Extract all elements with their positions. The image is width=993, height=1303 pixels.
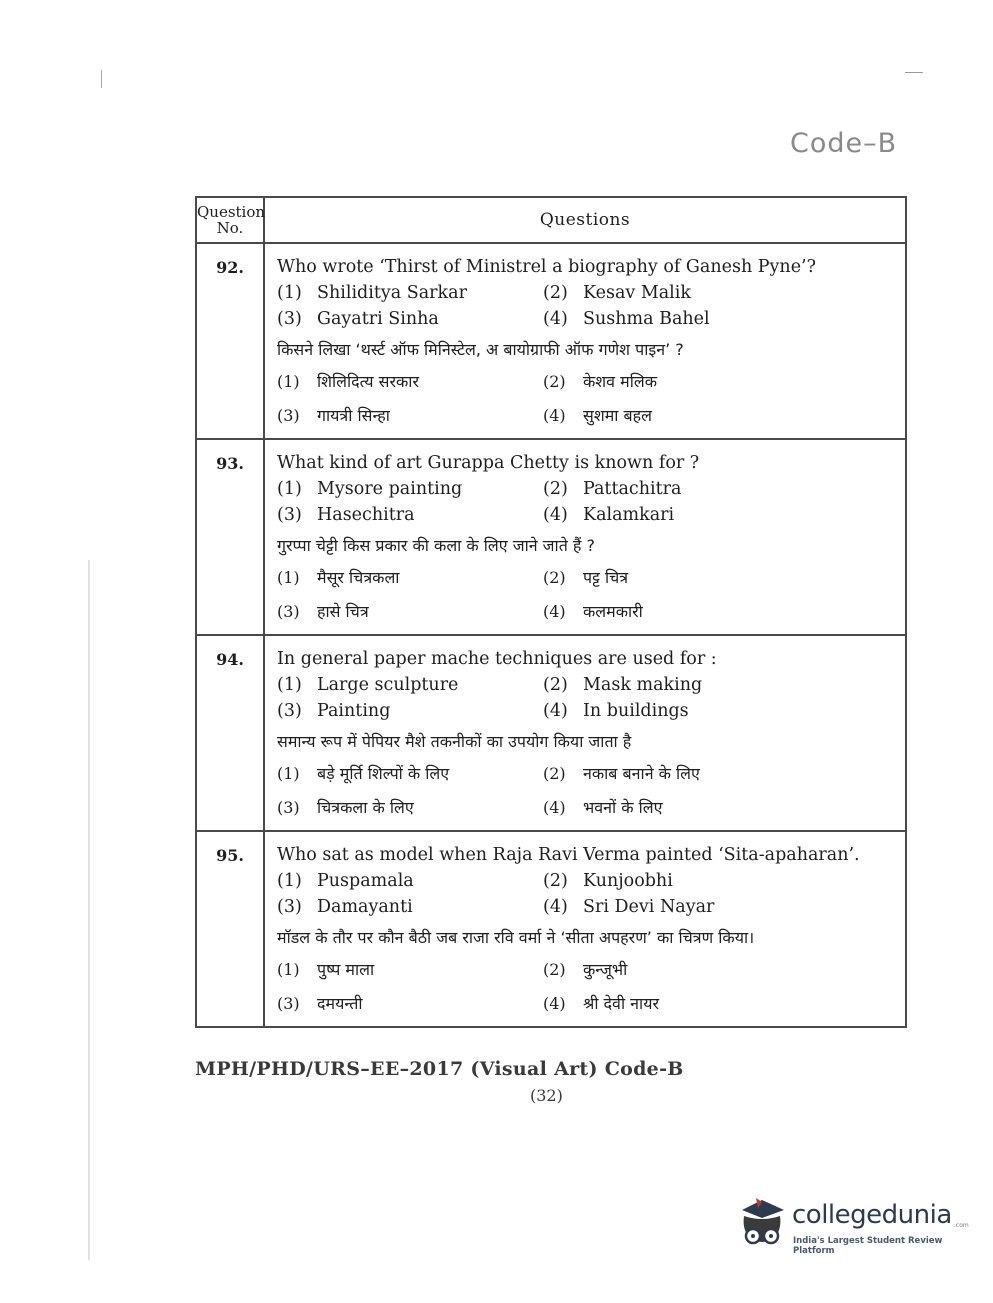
option-hindi	[277, 368, 543, 396]
question-text-english: Who wrote ‘Thirst of Ministrel a biography of Ganesh Pyne’?	[277, 257, 817, 277]
option-hindi	[543, 402, 893, 430]
option-number: (4)	[543, 897, 568, 917]
option-text: चित्रकला के लिए	[317, 798, 414, 817]
brand-tagline: India's Largest Student Review Platform	[793, 1236, 943, 1256]
option-text: Mask making	[583, 675, 703, 695]
question-content	[264, 243, 906, 439]
option-number: (1)	[277, 960, 300, 979]
option-text: Kalamkari	[583, 505, 675, 525]
option-hindi	[543, 956, 893, 984]
options-hindi	[277, 760, 893, 822]
question-number: 94.	[196, 635, 264, 831]
option-number: (4)	[543, 505, 568, 525]
option-number: (4)	[543, 798, 566, 817]
option-text: Mysore painting	[317, 479, 463, 499]
option-number: (2)	[543, 479, 568, 499]
option-hindi	[277, 794, 543, 822]
option-number: (3)	[277, 798, 300, 817]
brand-domain-suffix: .com	[954, 1222, 969, 1229]
question-number-header	[196, 197, 264, 243]
option-text: दमयन्ती	[317, 994, 363, 1013]
option-hindi	[277, 760, 543, 788]
question-table	[195, 196, 907, 1028]
option-number: (4)	[543, 406, 566, 425]
option-number: (1)	[277, 871, 302, 891]
question-row	[196, 439, 906, 635]
question-content	[264, 831, 906, 1027]
option-english	[543, 306, 893, 332]
option-text: कलमकारी	[583, 602, 643, 621]
option-number: (2)	[543, 871, 568, 891]
option-number: (3)	[277, 602, 300, 621]
option-number: (4)	[543, 994, 566, 1013]
option-number: (3)	[277, 701, 302, 721]
option-number: (2)	[543, 372, 566, 391]
option-number: (2)	[543, 568, 566, 587]
options-english	[277, 280, 893, 332]
option-text: Painting	[317, 701, 391, 721]
question-text-english: Who sat as model when Raja Ravi Verma painted ‘Sita-apaharan’.	[277, 845, 860, 865]
question-text-english: In general paper mache techniques are used for :	[277, 649, 717, 669]
option-english	[543, 476, 893, 502]
option-text: Damayanti	[317, 897, 413, 917]
option-text: Puspamala	[317, 871, 414, 891]
option-text: Sushma Bahel	[583, 309, 710, 329]
options-hindi	[277, 368, 893, 430]
option-text: भवनों के लिए	[583, 798, 663, 817]
page-number: (32)	[530, 1086, 563, 1105]
option-number: (2)	[543, 675, 568, 695]
brand-name: collegedunia	[792, 1200, 952, 1230]
option-english	[277, 502, 543, 528]
option-english	[277, 894, 543, 920]
option-text: मैसूर चित्रकला	[317, 568, 400, 587]
option-hindi	[543, 368, 893, 396]
option-english	[543, 894, 893, 920]
option-text: गायत्री सिन्हा	[317, 406, 390, 425]
option-number: (1)	[277, 372, 300, 391]
question-content	[264, 635, 906, 831]
option-text: Large sculpture	[317, 675, 459, 695]
option-text: बड़े मूर्ति शिल्पों के लिए	[317, 764, 450, 783]
option-text: Pattachitra	[583, 479, 682, 499]
option-number: (1)	[277, 283, 302, 303]
options-english	[277, 672, 893, 724]
option-number: (3)	[277, 994, 300, 1013]
option-english	[277, 476, 543, 502]
option-text: शिलिदित्य सरकार	[317, 372, 419, 391]
option-text: श्री देवी नायर	[583, 994, 660, 1013]
option-text: Kesav Malik	[583, 283, 691, 303]
exam-code-footer: MPH/PHD/URS–EE–2017 (Visual Art) Code-B	[195, 1058, 684, 1080]
option-english	[277, 672, 543, 698]
option-text: Kunjoobhi	[583, 871, 673, 891]
option-text: पुष्प माला	[317, 960, 375, 979]
option-text: In buildings	[583, 701, 689, 721]
question-text-hindi: किसने लिखा ‘थर्स्ट ऑफ मिनिस्टेल, अ बायोग्राफी ऑफ गणेश पाइन’ ?	[277, 340, 684, 359]
option-english	[543, 502, 893, 528]
question-text-hindi: समान्य रूप में पेपियर मैशे तकनीकों का उपयोग किया जाता है	[277, 732, 632, 751]
option-english	[543, 868, 893, 894]
option-english	[277, 698, 543, 724]
option-text: सुशमा बहल	[583, 406, 652, 425]
option-english	[543, 698, 893, 724]
brand-logo	[736, 1196, 969, 1256]
option-hindi	[277, 598, 543, 626]
scan-margin-line	[88, 560, 90, 1260]
page-code-label: Code–B	[790, 128, 898, 159]
option-text: Hasechitra	[317, 505, 415, 525]
scan-mark	[905, 72, 923, 73]
question-number: 93.	[196, 439, 264, 635]
option-text: नकाब बनाने के लिए	[583, 764, 700, 783]
option-number: (3)	[277, 406, 300, 425]
option-text: Gayatri Sinha	[317, 309, 439, 329]
option-number: (4)	[543, 701, 568, 721]
option-number: (3)	[277, 897, 302, 917]
option-hindi	[543, 564, 893, 592]
option-english	[277, 280, 543, 306]
mascot-icon	[736, 1196, 788, 1252]
question-text-english: What kind of art Gurappa Chetty is known for ?	[277, 453, 700, 473]
option-hindi	[277, 956, 543, 984]
option-english	[277, 306, 543, 332]
option-number: (2)	[543, 764, 566, 783]
option-text: केशव मलिक	[583, 372, 657, 391]
option-number: (1)	[277, 568, 300, 587]
option-number: (2)	[543, 960, 566, 979]
option-hindi	[543, 990, 893, 1018]
option-number: (1)	[277, 479, 302, 499]
option-number: (1)	[277, 675, 302, 695]
question-number: 95.	[196, 831, 264, 1027]
option-text: पट्ट चित्र	[583, 568, 629, 587]
question-text-hindi: मॉडल के तौर पर कौन बैठी जब राजा रवि वर्मा ने ‘सीता अपहरण’ का चित्रण किया।	[277, 928, 755, 947]
option-hindi	[543, 598, 893, 626]
option-number: (3)	[277, 505, 302, 525]
option-text: Sri Devi Nayar	[583, 897, 715, 917]
options-english	[277, 868, 893, 920]
question-row	[196, 831, 906, 1027]
question-list	[196, 243, 906, 1027]
option-hindi	[277, 402, 543, 430]
option-text: हासे चित्र	[317, 602, 369, 621]
option-number: (4)	[543, 309, 568, 329]
questions-header: Questions	[264, 197, 906, 243]
option-number: (1)	[277, 764, 300, 783]
option-hindi	[277, 990, 543, 1018]
question-content	[264, 439, 906, 635]
option-english	[543, 672, 893, 698]
question-text-hindi: गुरप्पा चेट्टी किस प्रकार की कला के लिए जाने जाते हैं ?	[277, 536, 595, 555]
header-label-line2: No.	[216, 219, 244, 237]
options-hindi	[277, 564, 893, 626]
option-english	[543, 280, 893, 306]
option-number: (3)	[277, 309, 302, 329]
table-header-row	[196, 197, 906, 243]
option-number: (2)	[543, 283, 568, 303]
option-hindi	[543, 760, 893, 788]
question-row	[196, 243, 906, 439]
option-english	[277, 868, 543, 894]
option-text: Shiliditya Sarkar	[317, 283, 467, 303]
header-label-line1: Question	[197, 203, 266, 221]
question-row	[196, 635, 906, 831]
option-hindi	[277, 564, 543, 592]
option-hindi	[543, 794, 893, 822]
options-hindi	[277, 956, 893, 1018]
scan-mark	[101, 70, 102, 88]
option-number: (4)	[543, 602, 566, 621]
options-english	[277, 476, 893, 528]
option-text: कुन्जूभी	[583, 960, 628, 979]
question-number: 92.	[196, 243, 264, 439]
